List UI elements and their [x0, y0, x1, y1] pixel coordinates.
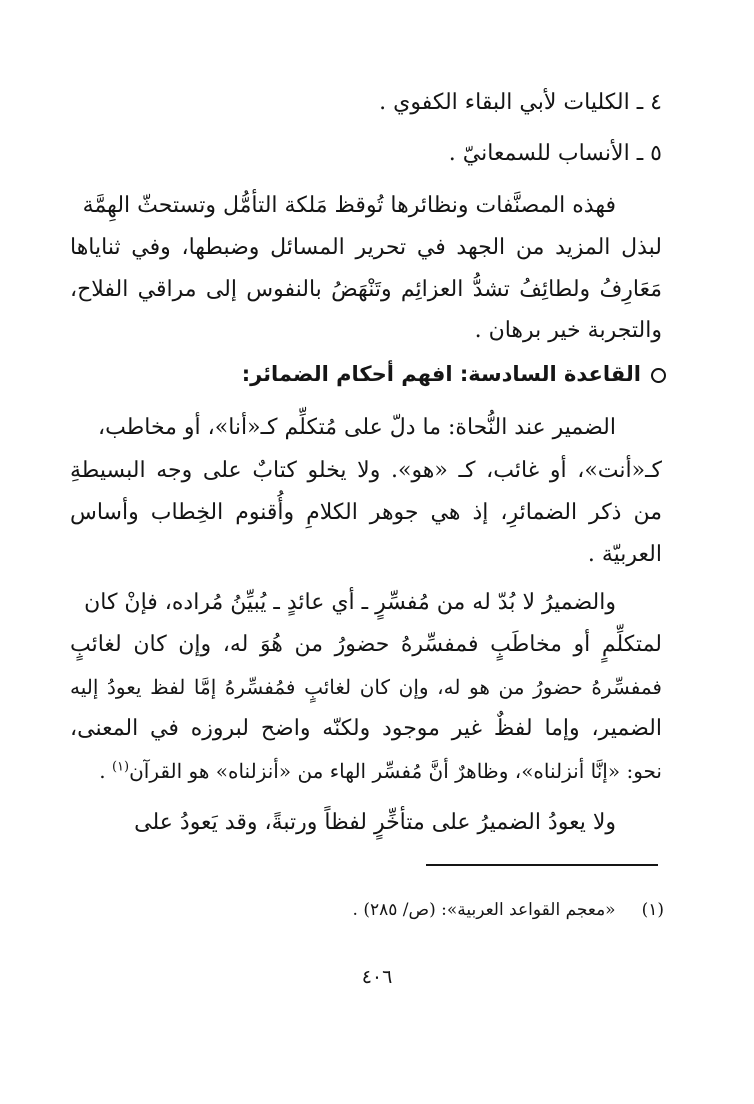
paragraph-two-line: الضمير، وإما لفظٌ غير موجود ولكنّه واضح لبروزه في المعنى، — [70, 716, 662, 741]
footnote-divider — [426, 864, 658, 866]
paragraph-two-line: فمفسِّرهُ حضورُ من هو له، وإن كان لغائبٍ فمُفسِّرهُ إمَّا لفظ يعودُ إليه — [70, 675, 662, 699]
page-number: ٤٠٦ — [361, 966, 393, 988]
intro-paragraph-line: فهذه المصنَّفات ونظائرها تُوقظ مَلكة التأمُّل وتستحثّ الهِمَّة — [82, 193, 616, 218]
list-item-text: الكليات لأبي البقاء الكفوي . — [379, 90, 630, 115]
paragraph-one-line: من ذكر الضمائرِ، إذ هي جوهر الكلامِ وأُقنوم الخِطاب وأساس — [70, 500, 662, 525]
list-item-5: ٥ ـ الأنساب للسمعانيّ . — [448, 141, 662, 166]
intro-paragraph-line: لبذل المزيد من الجهد في تحرير المسائل وضبطها، وفي ثناياها — [70, 235, 662, 260]
section-heading — [242, 354, 666, 394]
paragraph-two-last-text: نحو: «إنَّا أنزلناه»، وظاهرٌ أنَّ مُفسِّر الهاء من «أنزلناه» هو القرآن — [129, 759, 662, 783]
footnote-reference: (١) — [111, 759, 130, 775]
paragraph-two-line: والضميرُ لا بُدّ له من مُفسِّرٍ ـ أي عائدٍ ـ يُبيِّنُ مُراده، فإنْ كان — [84, 590, 616, 615]
paragraph-one-line: كـ«أنت»، أو غائب، كـ «هو». ولا يخلو كتابٌ على وجه البسيطةِ — [70, 458, 662, 483]
list-item-number: ٤ — [650, 90, 662, 115]
list-item-4: ٤ ـ الكليات لأبي البقاء الكفوي . — [379, 90, 662, 115]
paragraph-two-line: نحو: «إنَّا أنزلناه»، وظاهرٌ أنَّ مُفسِّر الهاء من «أنزلناه» هو القرآن$^{(١)}$ . — [99, 759, 662, 783]
list-item-number: ٥ — [650, 141, 662, 166]
footnote-text: «معجم القواعد العربية»: (ص/ ٢٨٥) . — [352, 900, 616, 920]
section-heading-text: القاعدة السادسة: افهم أحكام الضمائر: — [241, 362, 641, 386]
intro-paragraph-line: مَعَارِفُ ولطائِفُ تشدُّ العزائِم وتَنْهَضُ بالنفوس إلى مراقي الفلاح، — [70, 277, 662, 302]
paragraph-one-line: العربيّة . — [587, 542, 662, 567]
list-item-text: الأنساب للسمعانيّ . — [448, 141, 630, 166]
paragraph-one-line: الضمير عند النُّحاة: ما دلّ على مُتكلِّم كـ«أنا»، أو مخاطب، — [98, 415, 616, 440]
paragraph-two-line: لمتكلِّمٍ أو مخاطَبٍ فمفسِّرهُ حضورُ من هُوَ له، وإن كان لغائبٍ — [70, 632, 662, 657]
intro-paragraph-line: والتجربة خير برهان . — [474, 318, 662, 343]
footnote-number: (١) — [641, 900, 664, 920]
circle-bullet-icon — [651, 368, 666, 383]
paragraph-three-line: ولا يعودُ الضميرُ على متأخِّرٍ لفظاً ورتبةً، وقد يَعودُ على — [134, 810, 616, 835]
footnote — [353, 895, 664, 925]
